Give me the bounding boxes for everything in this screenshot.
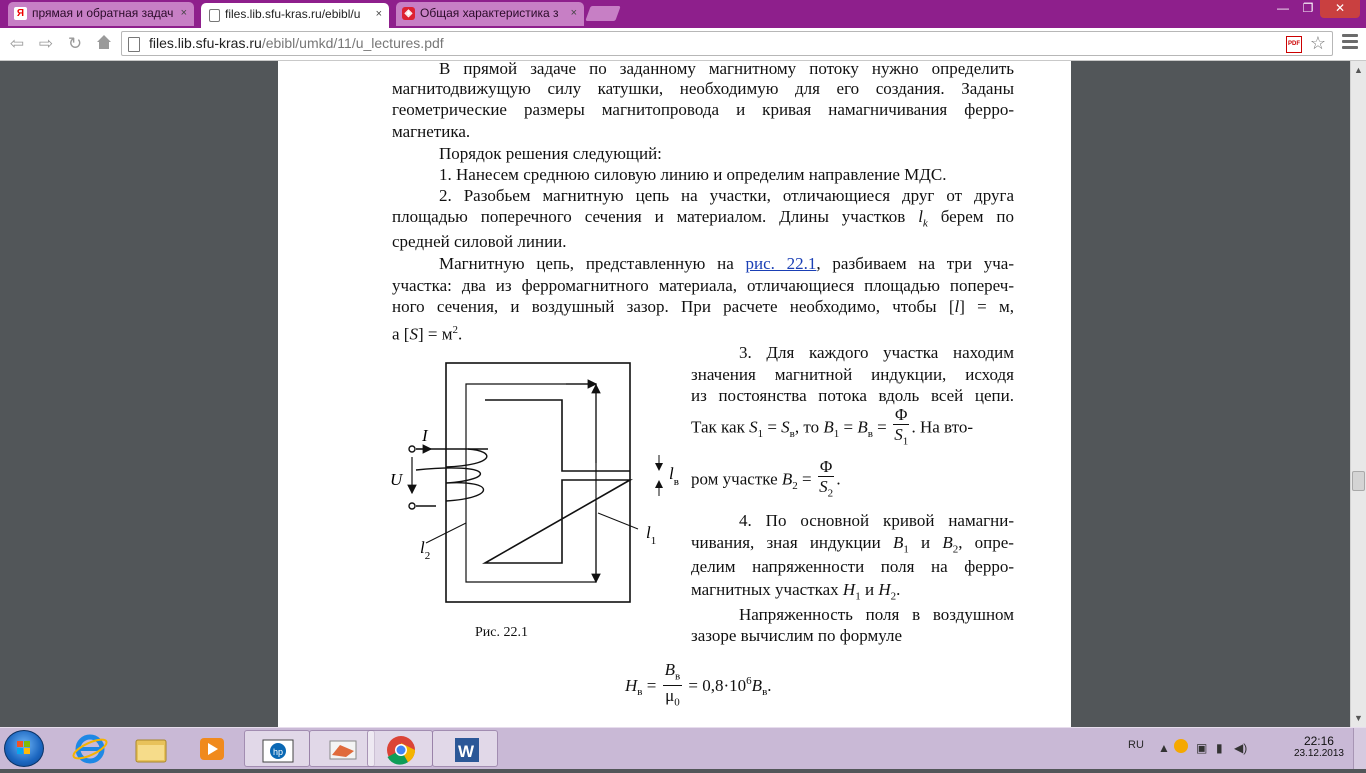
- text-line: делим напряженности поля на ферро-: [691, 557, 1014, 576]
- taskbar-hp[interactable]: [244, 730, 310, 767]
- text-line: ром участке $B_2$ = $\frac{\Phi}{S_2}$ .: [691, 457, 841, 500]
- tab-title: прямая и обратная задач: [32, 6, 174, 20]
- taskbar-word[interactable]: [432, 730, 498, 767]
- scrollbar-thumb[interactable]: [1352, 471, 1365, 491]
- text-line: магнитодвижущую силу катушки, необходимую для его создания. Заданы: [392, 79, 1014, 98]
- chrome-icon: [368, 731, 434, 768]
- text-line: 1. Нанесем среднюю силовую линию и определим направление МДС.: [439, 165, 947, 184]
- explorer-icon: [118, 730, 184, 767]
- ie-icon: [57, 730, 123, 767]
- l1-label: $l_1$: [646, 523, 657, 547]
- tab-title: Общая характеристика з: [420, 6, 559, 20]
- figure-caption: Рис. 22.1: [475, 625, 528, 640]
- text-line: из постоянства потока вдоль всей цепи.: [691, 386, 1014, 405]
- close-icon[interactable]: ×: [375, 8, 382, 20]
- tab-title: files.lib.sfu-kras.ru/ebibl/u: [225, 7, 361, 21]
- back-arrow-icon: ⇦: [9, 34, 25, 53]
- menu-button[interactable]: [1342, 34, 1358, 52]
- text-line: 2. Разобьем магнитную цепь на участки, отличающиеся друг от друга: [439, 186, 1014, 205]
- bookmark-star-icon[interactable]: ☆: [1309, 33, 1326, 53]
- amigo-icon[interactable]: [1174, 739, 1188, 753]
- system-tray: [1116, 728, 1366, 769]
- reload-button[interactable]: [64, 33, 86, 55]
- text-line: Магнитную цепь, представленную на рис. 22.1, разбиваем на три уча-: [439, 254, 1014, 273]
- cube-icon: ◈: [402, 7, 415, 20]
- text-line: Напряженность поля в воздушном: [739, 605, 1014, 624]
- text-line: 4. По основной кривой намагни-: [739, 511, 1014, 530]
- language-indicator[interactable]: RU: [1128, 739, 1144, 751]
- text-line: зазоре вычислим по формуле: [691, 626, 903, 645]
- home-button[interactable]: [93, 33, 115, 55]
- text-line: площадью поперечного сечения и материалом. Длины участков $l_k$ берем по: [392, 207, 1014, 230]
- mean-path-line: [466, 384, 596, 582]
- core-outer-outline: [446, 363, 630, 602]
- vertical-scrollbar[interactable]: [1350, 61, 1366, 727]
- page-icon: [128, 37, 140, 52]
- url-text: files.lib.sfu-kras.ru/ebibl/umkd/11/u_lectures.pdf: [149, 35, 444, 51]
- text-line: Порядок решения следующий:: [439, 144, 662, 163]
- tab-general-characteristics[interactable]: [396, 2, 584, 26]
- start-button[interactable]: [4, 730, 44, 767]
- text-line: чивания, зная индукции $B_1$ и $B_2$, опре-: [691, 533, 1014, 556]
- taskbar-media-player[interactable]: [179, 730, 245, 767]
- voltage-label: U: [390, 470, 403, 489]
- pdf-icon[interactable]: PDF: [1286, 36, 1302, 53]
- scroll-down-icon[interactable]: ▼: [1354, 713, 1363, 723]
- word-icon: [433, 731, 499, 768]
- restore-button[interactable]: ❐: [1302, 1, 1314, 15]
- figure-link[interactable]: рис. 22.1: [745, 254, 817, 273]
- text-line: Так как $S_1 = S_в$, то $B_1 = B_в$ = $\frac{\Phi}{S_1}$ . На вто-: [691, 405, 973, 448]
- taskbar-explorer[interactable]: [118, 730, 184, 767]
- text-line: В прямой задаче по заданному магнитному потоку нужно определить: [439, 61, 1014, 78]
- core-inner-outline: [485, 400, 630, 563]
- text-line: ного сечения, и воздушный зазор. При расчете необходимо, чтобы [l] = м,: [392, 297, 1014, 316]
- text-line: а $[S] = м^2$.: [392, 324, 463, 344]
- text-line: 3. Для каждого участка находим: [739, 343, 1014, 362]
- text-line: значения магнитной индукции, исходя: [691, 365, 1014, 384]
- text-line: магнитных участках $H_1$ и $H_2$.: [691, 580, 901, 603]
- pdf-page: [278, 61, 1071, 727]
- close-icon[interactable]: ×: [180, 7, 187, 19]
- taskbar-ie[interactable]: [57, 730, 123, 767]
- browser-toolbar: [0, 28, 1366, 61]
- device-icon[interactable]: ▣: [1196, 741, 1208, 755]
- reload-icon: ↻: [67, 34, 83, 53]
- l2-label: $l_2$: [420, 538, 431, 562]
- back-button[interactable]: [6, 33, 28, 55]
- coil-winding: [416, 449, 488, 506]
- scroll-up-icon[interactable]: ▲: [1354, 65, 1363, 75]
- pdf-viewer: [0, 61, 1350, 727]
- title-bar: [0, 0, 1366, 28]
- minimize-button[interactable]: —: [1277, 1, 1289, 15]
- clock[interactable]: 22:16 23.12.2013: [1293, 734, 1344, 759]
- address-bar[interactable]: [121, 31, 1333, 56]
- formula: $H_в$ = $\frac{B_в}{\mu_0}$ = $0,8\cdot 10^6B_в$.: [625, 660, 772, 709]
- text-line: средней силовой линии.: [392, 232, 567, 251]
- forward-arrow-icon: ⇨: [38, 34, 54, 53]
- yandex-icon: Я: [14, 7, 27, 20]
- figure-magnetic-circuit: [386, 353, 686, 618]
- page-icon: [209, 9, 220, 22]
- media-player-icon: [179, 730, 245, 767]
- taskbar-chrome[interactable]: [367, 730, 433, 767]
- tab-pdf[interactable]: [201, 3, 389, 28]
- svg-text:hp: hp: [273, 747, 284, 757]
- current-label: I: [422, 426, 428, 445]
- network-icon[interactable]: ▮: [1216, 741, 1223, 755]
- gap-length-label: $l_в$: [669, 464, 679, 488]
- close-icon[interactable]: ×: [570, 7, 577, 19]
- forward-button[interactable]: [35, 33, 57, 55]
- home-icon: [95, 33, 113, 51]
- text-line: магнетика.: [392, 122, 471, 141]
- close-window-button[interactable]: ✕: [1320, 0, 1360, 18]
- windows-logo-icon: [17, 741, 31, 755]
- taskbar: [0, 727, 1366, 769]
- taskbar-paint[interactable]: [309, 730, 375, 767]
- show-desktop-button[interactable]: [1353, 728, 1366, 769]
- text-line: участка: два из ферромагнитного материала, отличающиеся площадью попереч-: [392, 276, 1014, 295]
- volume-icon[interactable]: ◀): [1234, 741, 1248, 755]
- text-line: геометрические размеры магнитопровода и кривая намагничивания ферро-: [392, 100, 1014, 119]
- hp-icon: [245, 731, 311, 768]
- new-tab-button[interactable]: [585, 6, 620, 21]
- tab-search-results[interactable]: [8, 2, 194, 26]
- svg-text:W: W: [458, 742, 475, 761]
- show-hidden-icons-icon[interactable]: ▲: [1158, 741, 1170, 755]
